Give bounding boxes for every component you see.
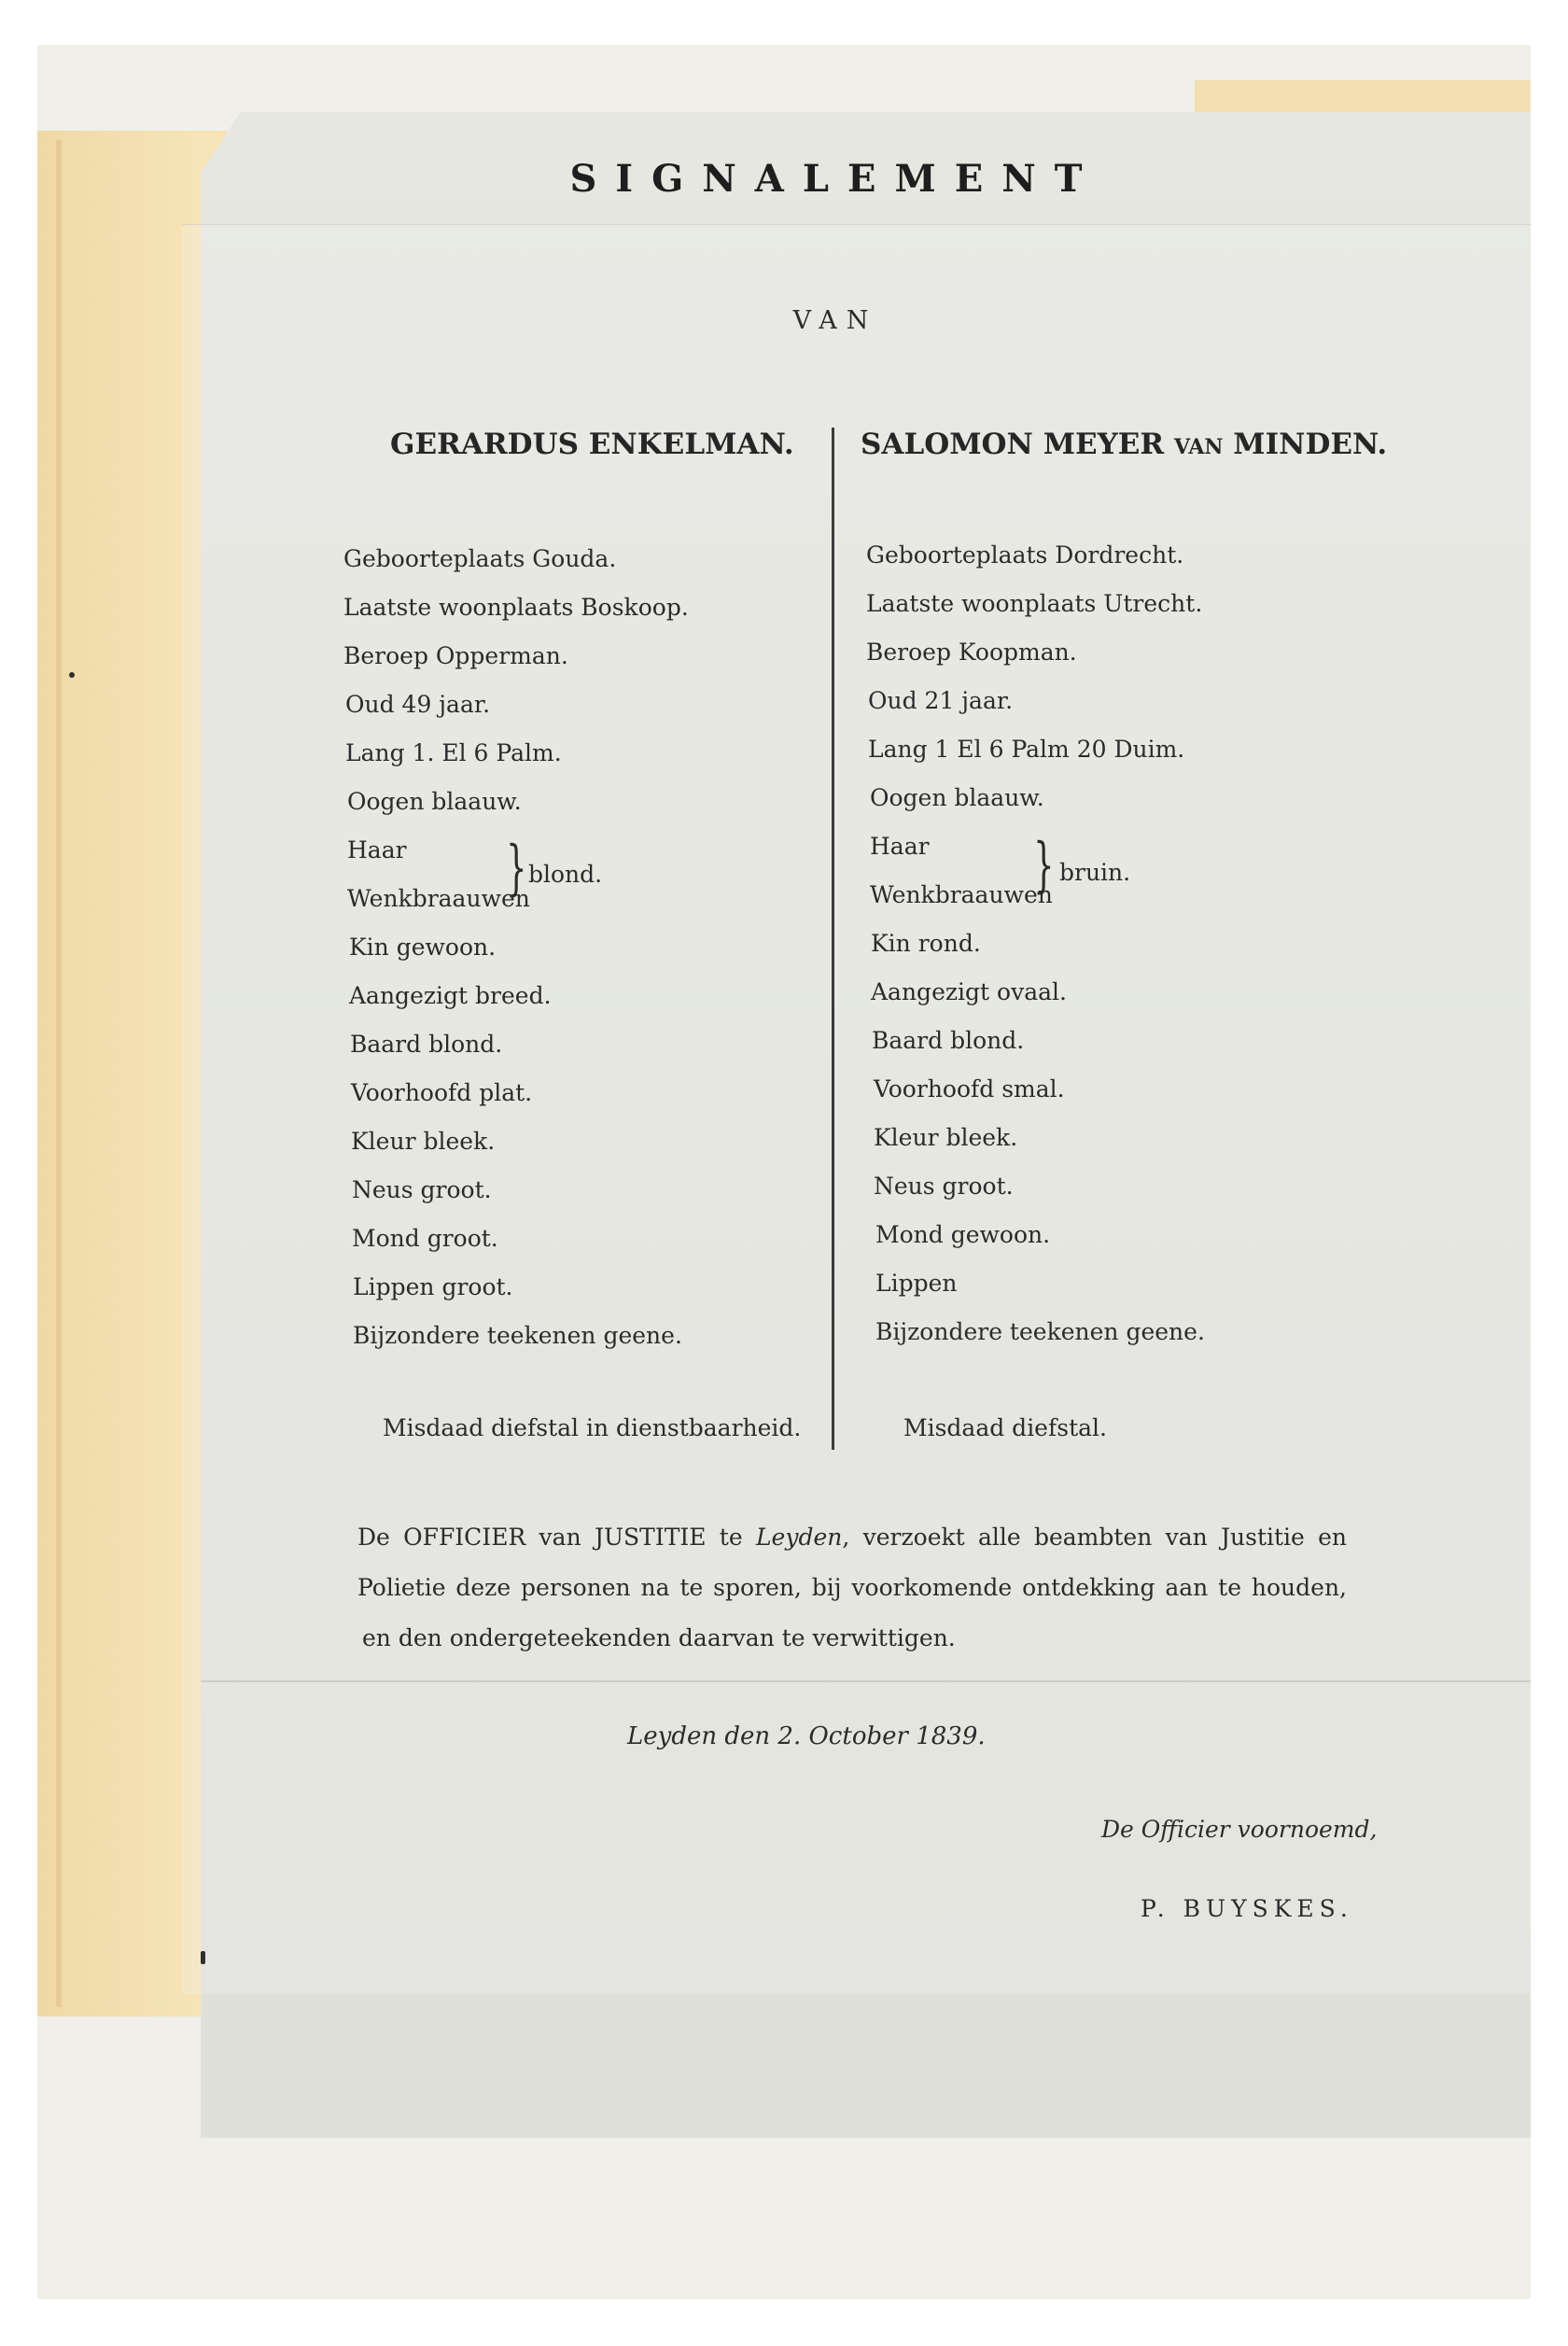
left-attr: Geboorteplaats Gouda. [343, 545, 617, 572]
left-attr: Kin gewoon. [349, 934, 497, 961]
left-attr: Voorhoofd plat. [351, 1079, 533, 1106]
right-crime: Misdaad diefstal. [903, 1414, 1107, 1441]
right-attr: Geboorteplaats Dordrecht. [866, 541, 1184, 569]
notice-line-1: De OFFICIER van JUSTITIE te Leyden, verzoekt alle beambten van Justitie en [357, 1524, 1347, 1551]
left-attr: Wenkbraauwen [347, 885, 530, 912]
right-name-part2: VAN [1173, 435, 1224, 459]
right-attr: Voorhoofd smal. [874, 1075, 1065, 1103]
right-name-part1: SALOMON MEYER [861, 428, 1165, 461]
left-person-name: GERARDUS ENKELMAN. [390, 428, 794, 461]
left-attr: Haar [347, 836, 407, 864]
right-name-part3: MINDEN. [1233, 428, 1388, 461]
right-attr: Mond gewoon. [875, 1221, 1051, 1248]
right-attr: Baard blond. [872, 1027, 1025, 1054]
right-attr: Lang 1 El 6 Palm 20 Duim. [868, 736, 1185, 763]
right-attr: Haar [870, 833, 930, 860]
notice-line-2: Polietie deze personen na te sporen, bij voorkomende ontdekking aan te houden, [357, 1574, 1347, 1601]
right-attr: Oud 21 jaar. [868, 687, 1014, 714]
left-attr: Lang 1. El 6 Palm. [345, 739, 562, 766]
right-attr: Kin rond. [871, 930, 981, 957]
right-person-name [861, 428, 1387, 461]
right-attr: Kleur bleek. [874, 1124, 1018, 1151]
ink-spot [69, 672, 75, 678]
left-attr: Laatste woonplaats Boskoop. [343, 594, 689, 621]
right-attr: Oogen blaauw. [870, 784, 1044, 811]
left-attr: Neus groot. [352, 1176, 492, 1203]
document-subtitle: VAN [792, 306, 878, 335]
ink-spot [201, 1951, 205, 1964]
right-attr: Laatste woonplaats Utrecht. [866, 590, 1203, 617]
signature: P. BUYSKES. [1141, 1895, 1353, 1922]
left-attr: Beroep Opperman. [343, 642, 568, 669]
right-attr: Beroep Koopman. [866, 639, 1077, 666]
place-date: Leyden den 2. October 1839. [627, 1722, 986, 1750]
left-crime: Misdaad diefstal in dienstbaarheid. [383, 1414, 802, 1441]
left-brace: } [506, 834, 527, 903]
left-attr: Aangezigt breed. [349, 982, 552, 1009]
right-attr: Aangezigt ovaal. [871, 978, 1067, 1005]
notice-place: Leyden [755, 1524, 843, 1551]
left-attr: Kleur bleek. [351, 1128, 496, 1155]
notice-line-3: en den ondergeteekenden daarvan te verwittigen. [362, 1624, 956, 1651]
folder-edge [56, 140, 62, 2007]
document-title: SIGNALEMENT [569, 157, 1101, 201]
right-hair-color: bruin. [1059, 859, 1131, 886]
right-attr: Neus groot. [874, 1173, 1014, 1200]
left-attr: Bijzondere teekenen geene. [353, 1322, 682, 1349]
left-attr: Baard blond. [350, 1031, 503, 1058]
right-attr: Wenkbraauwen [870, 881, 1053, 908]
left-attr: Oogen blaauw. [347, 788, 522, 815]
fold-line [201, 1680, 1531, 1682]
right-attr: Bijzondere teekenen geene. [875, 1318, 1205, 1345]
officer-title: De Officier voornoemd, [1101, 1816, 1378, 1843]
right-attr: Lippen [875, 1270, 958, 1297]
left-attr: Mond groot. [352, 1225, 498, 1252]
column-divider [832, 428, 834, 1450]
left-attr: Oud 49 jaar. [345, 691, 491, 718]
left-attr: Lippen groot. [353, 1273, 513, 1300]
right-brace: } [1033, 831, 1055, 900]
left-hair-color: blond. [528, 861, 603, 888]
